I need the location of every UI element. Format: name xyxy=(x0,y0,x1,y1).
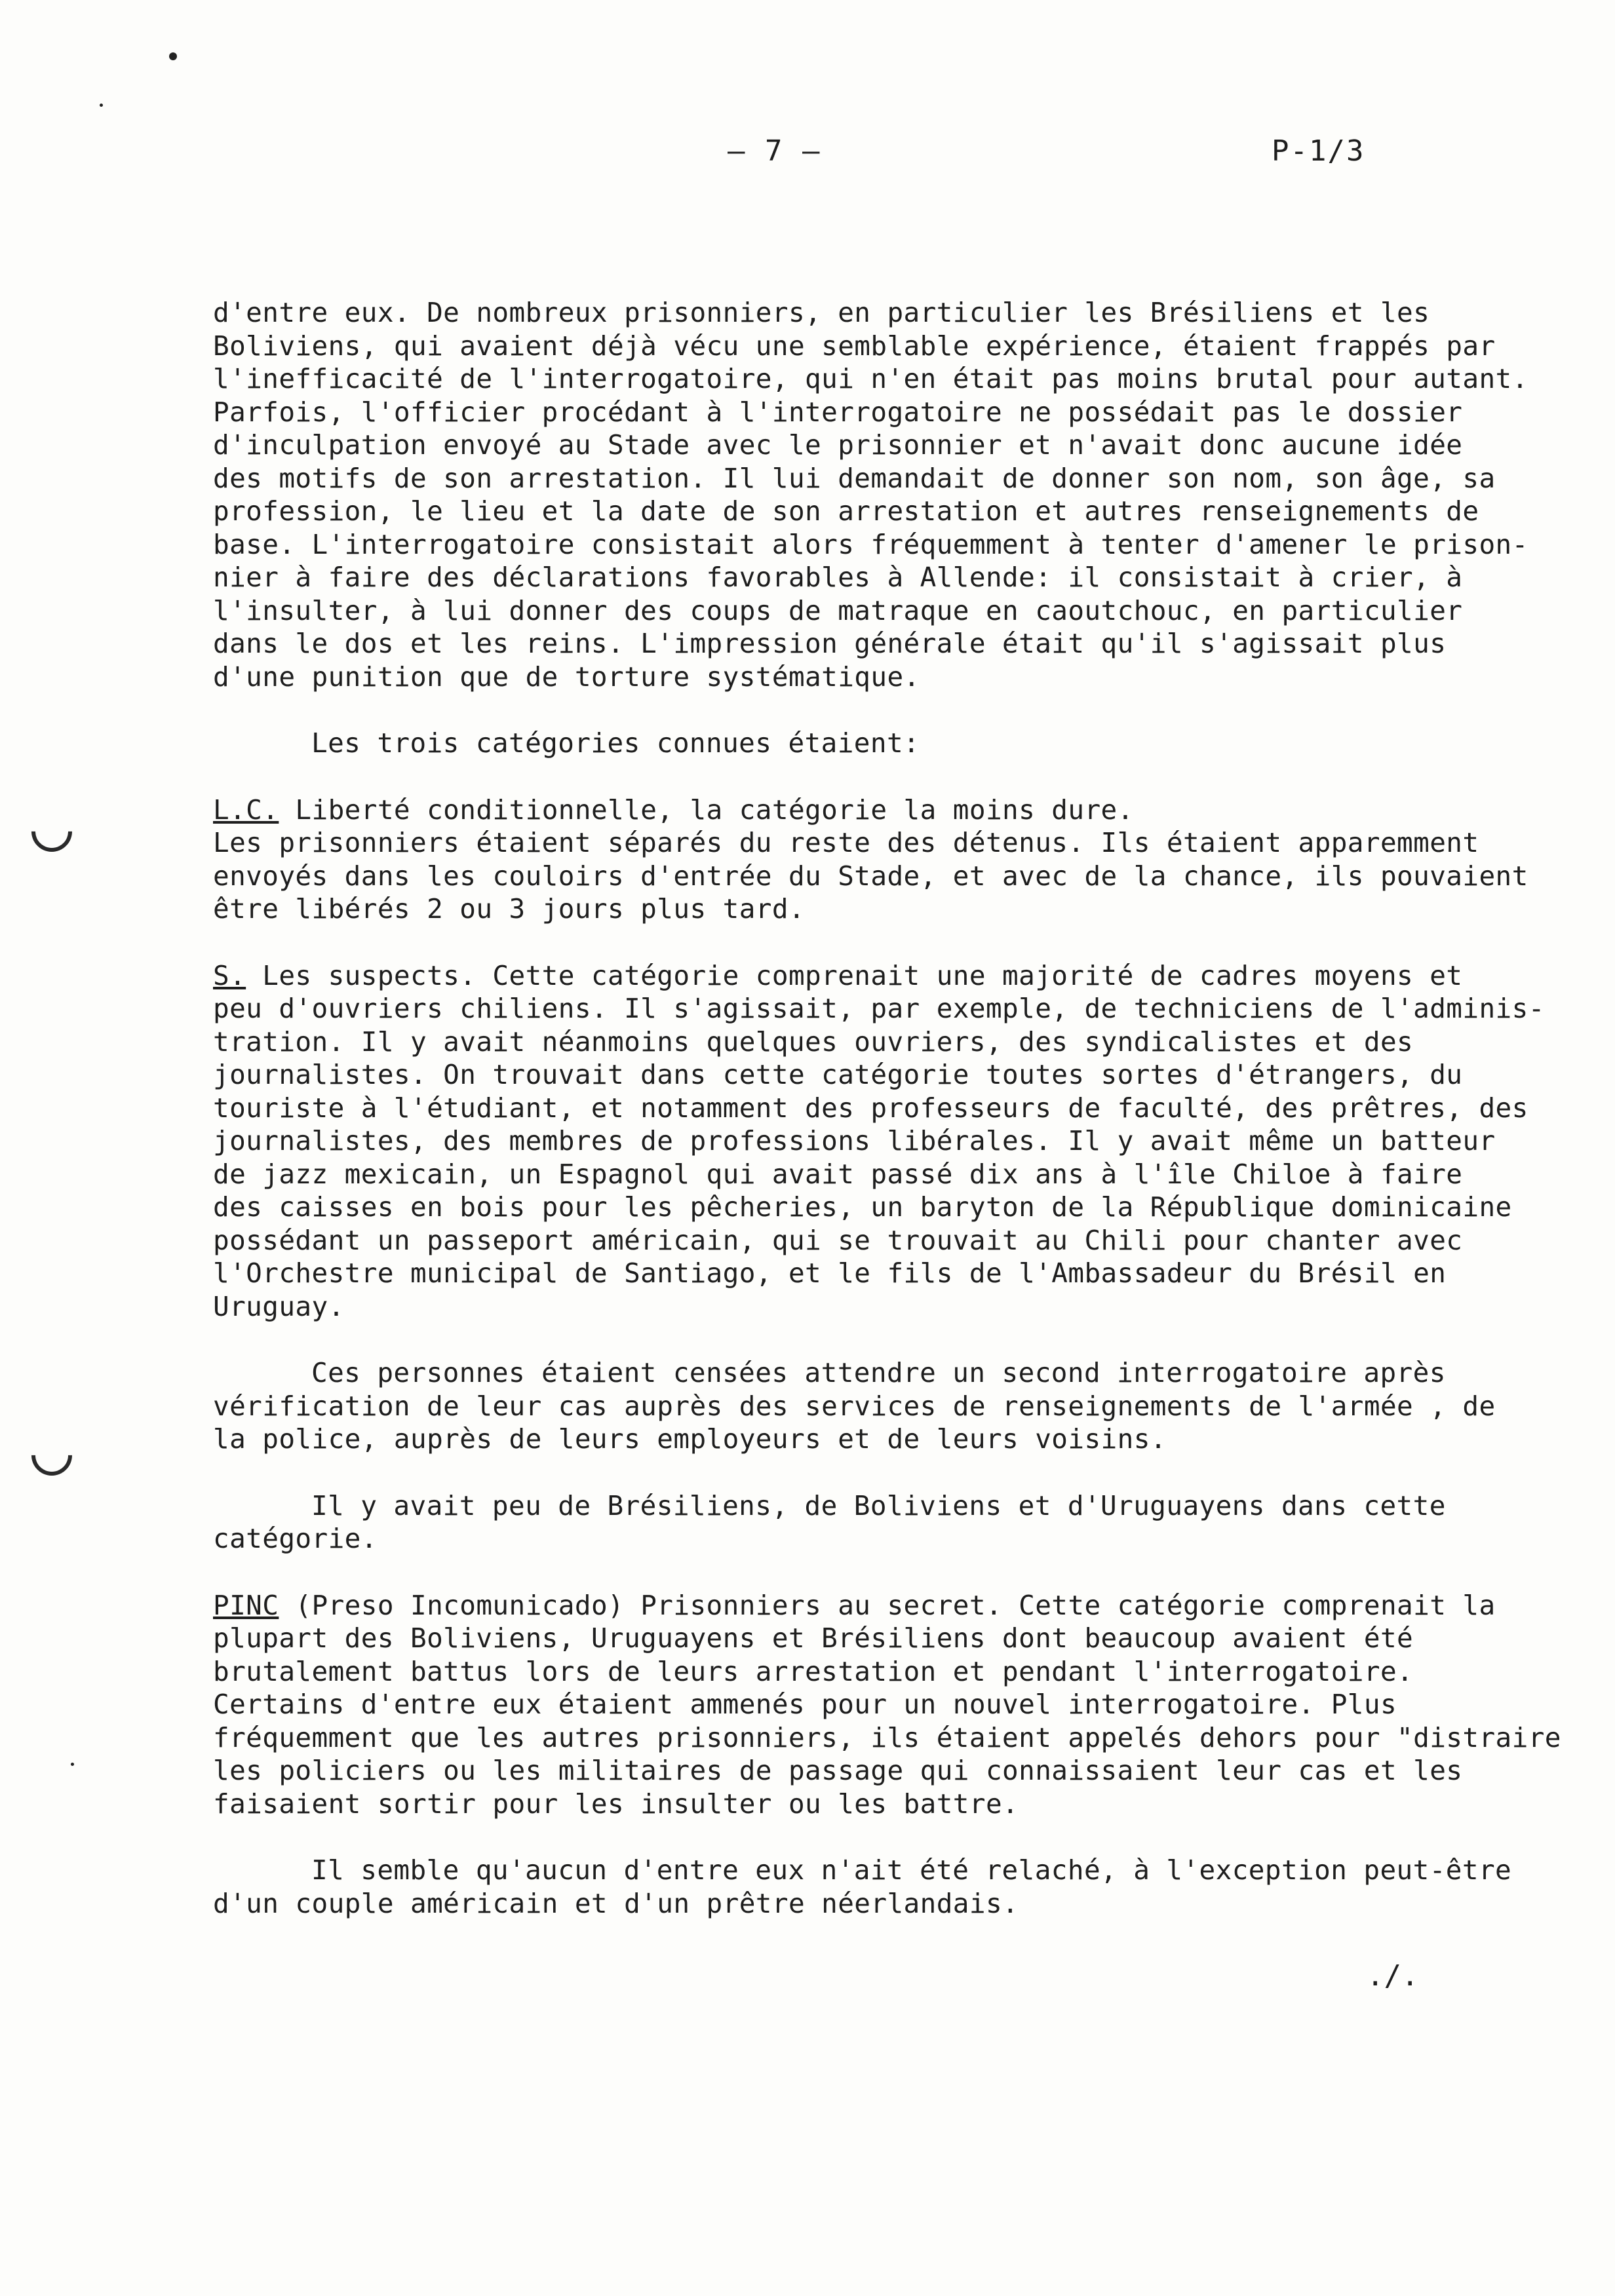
text-line: (Preso Incomunicado) Prisonniers au secret. Cette catégorie comprenait la xyxy=(279,1589,1496,1621)
scan-speck xyxy=(71,1763,74,1766)
text-line: faisaient sortir pour les insulter ou les battre. xyxy=(213,1788,1019,1820)
text-line: plupart des Boliviens, Uruguayens et Brésiliens dont beaucoup avaient été xyxy=(213,1622,1414,1654)
text-line: catégorie. xyxy=(213,1523,378,1554)
text-line: profession, le lieu et la date de son arrestation et autres renseignements de xyxy=(213,495,1479,527)
category-term-lc: L.C. xyxy=(213,794,279,826)
text-line: vérification de leur cas auprès des services de renseignements de l'armée , de xyxy=(213,1390,1496,1422)
text-line: Certains d'entre eux étaient ammenés pour un nouvel interrogatoire. Plus xyxy=(213,1689,1397,1720)
text-line: d'entre eux. De nombreux prisonniers, en particulier les Brésiliens et les xyxy=(213,297,1430,328)
category-pinc xyxy=(213,1589,1561,1821)
punch-hole-mark xyxy=(23,803,81,860)
text-line: Il y avait peu de Brésiliens, de Boliviens et d'Uruguayens dans cette xyxy=(311,1489,1446,1521)
text-line: Uruguay. xyxy=(213,1290,345,1322)
text-line: base. L'interrogatoire consistait alors fréquemment à tenter d'amener le prison- xyxy=(213,528,1528,560)
text-line: nier à faire des déclarations favorables à Allende: il consistait à crier, à xyxy=(213,562,1463,593)
text-line: des caisses en bois pour les pêcheries, un baryton de la République dominicaine xyxy=(213,1191,1512,1223)
categories-intro: Les trois catégories connues étaient: xyxy=(311,727,920,759)
text-line: brutalement battus lors de leurs arrestation et pendant l'interrogatoire. xyxy=(213,1655,1414,1687)
text-line: touriste à l'étudiant, et notamment des professeurs de faculté, des prêtres, des xyxy=(213,1092,1528,1124)
text-line: la police, auprès de leurs employeurs et de leurs voisins. xyxy=(213,1423,1167,1455)
text-line: les policiers ou les militaires de passage qui connaissaient leur cas et les xyxy=(213,1755,1463,1786)
text-line: Liberté conditionnelle, la catégorie la moins dure. xyxy=(279,794,1134,826)
text-line: l'inefficacité de l'interrogatoire, qui n'en était pas moins brutal pour autant. xyxy=(213,363,1528,394)
paragraph-release xyxy=(213,1854,1530,1920)
page-number: – 7 – xyxy=(728,134,821,168)
text-line: journalistes, des membres de professions libérales. Il y avait même un batteur xyxy=(213,1125,1496,1157)
text-line: Ces personnes étaient censées attendre un second interrogatoire après xyxy=(311,1357,1446,1388)
text-line: tration. Il y avait néanmoins quelques ouvriers, des syndicalistes et des xyxy=(213,1025,1414,1058)
text-line: l'Orchestre municipal de Santiago, et le fils de l'Ambassadeur du Brésil en xyxy=(213,1257,1447,1289)
text-line: Boliviens, qui avaient déjà vécu une semblable expérience, étaient frappés par xyxy=(213,330,1496,362)
text-line: être libérés 2 ou 3 jours plus tard. xyxy=(213,893,806,925)
text-line: Il semble qu'aucun d'entre eux n'ait été relaché, à l'exception peut-être xyxy=(311,1854,1512,1886)
text-line: peu d'ouvriers chiliens. Il s'agissait, par exemple, de techniciens de l'adminis- xyxy=(213,993,1545,1024)
text-line: envoyés dans les couloirs d'entrée du Stade, et avec de la chance, ils pouvaient xyxy=(213,860,1528,892)
text-line: dans le dos et les reins. L'impression générale était qu'il s'agissait plus xyxy=(213,628,1447,659)
text-line: Les suspects. Cette catégorie comprenait une majorité de cadres moyens et xyxy=(246,959,1463,991)
text-line: d'une punition que de torture systématique. xyxy=(213,660,920,693)
scan-speck xyxy=(100,104,103,107)
document-reference: P-1/3 xyxy=(1272,134,1365,168)
paragraph-interrogation xyxy=(213,296,1530,693)
text-line: d'un couple américain et d'un prêtre néerlandais. xyxy=(213,1887,1019,1919)
text-line: Les prisonniers étaient séparés du reste des détenus. Ils étaient apparemment xyxy=(213,827,1479,858)
text-line: possédant un passeport américain, qui se trouvait au Chili pour chanter avec xyxy=(213,1224,1463,1256)
text-line: d'inculpation envoyé au Stade avec le prisonnier et n'avait donc aucune idée xyxy=(213,429,1463,461)
document-body xyxy=(213,296,1561,1920)
scan-speck xyxy=(169,52,177,60)
category-term-pinc: PINC xyxy=(213,1589,279,1621)
text-line: l'insulter, à lui donner des coups de matraque en caoutchouc, en particulier xyxy=(213,594,1463,626)
punch-hole-mark xyxy=(23,1426,81,1484)
text-line: de jazz mexicain, un Espagnol qui avait passé dix ans à l'île Chiloe à faire xyxy=(213,1158,1463,1190)
paragraph-second-interrogation xyxy=(213,1356,1530,1456)
text-line: des motifs de son arrestation. Il lui demandait de donner son nom, son âge, sa xyxy=(213,462,1496,494)
text-line: journalistes. On trouvait dans cette catégorie toutes sortes d'étrangers, du xyxy=(213,1059,1463,1090)
category-s xyxy=(213,959,1545,1324)
text-line: fréquemment que les autres prisonniers, ils étaient appelés dehors pour "distraire xyxy=(213,1721,1561,1753)
category-lc xyxy=(213,794,1530,926)
category-term-s: S. xyxy=(213,959,246,991)
paragraph-few-foreigners xyxy=(213,1489,1530,1556)
continuation-mark: ./. xyxy=(1367,1959,1419,1993)
text-line: Parfois, l'officier procédant à l'interrogatoire ne possédait pas le dossier xyxy=(213,396,1463,428)
